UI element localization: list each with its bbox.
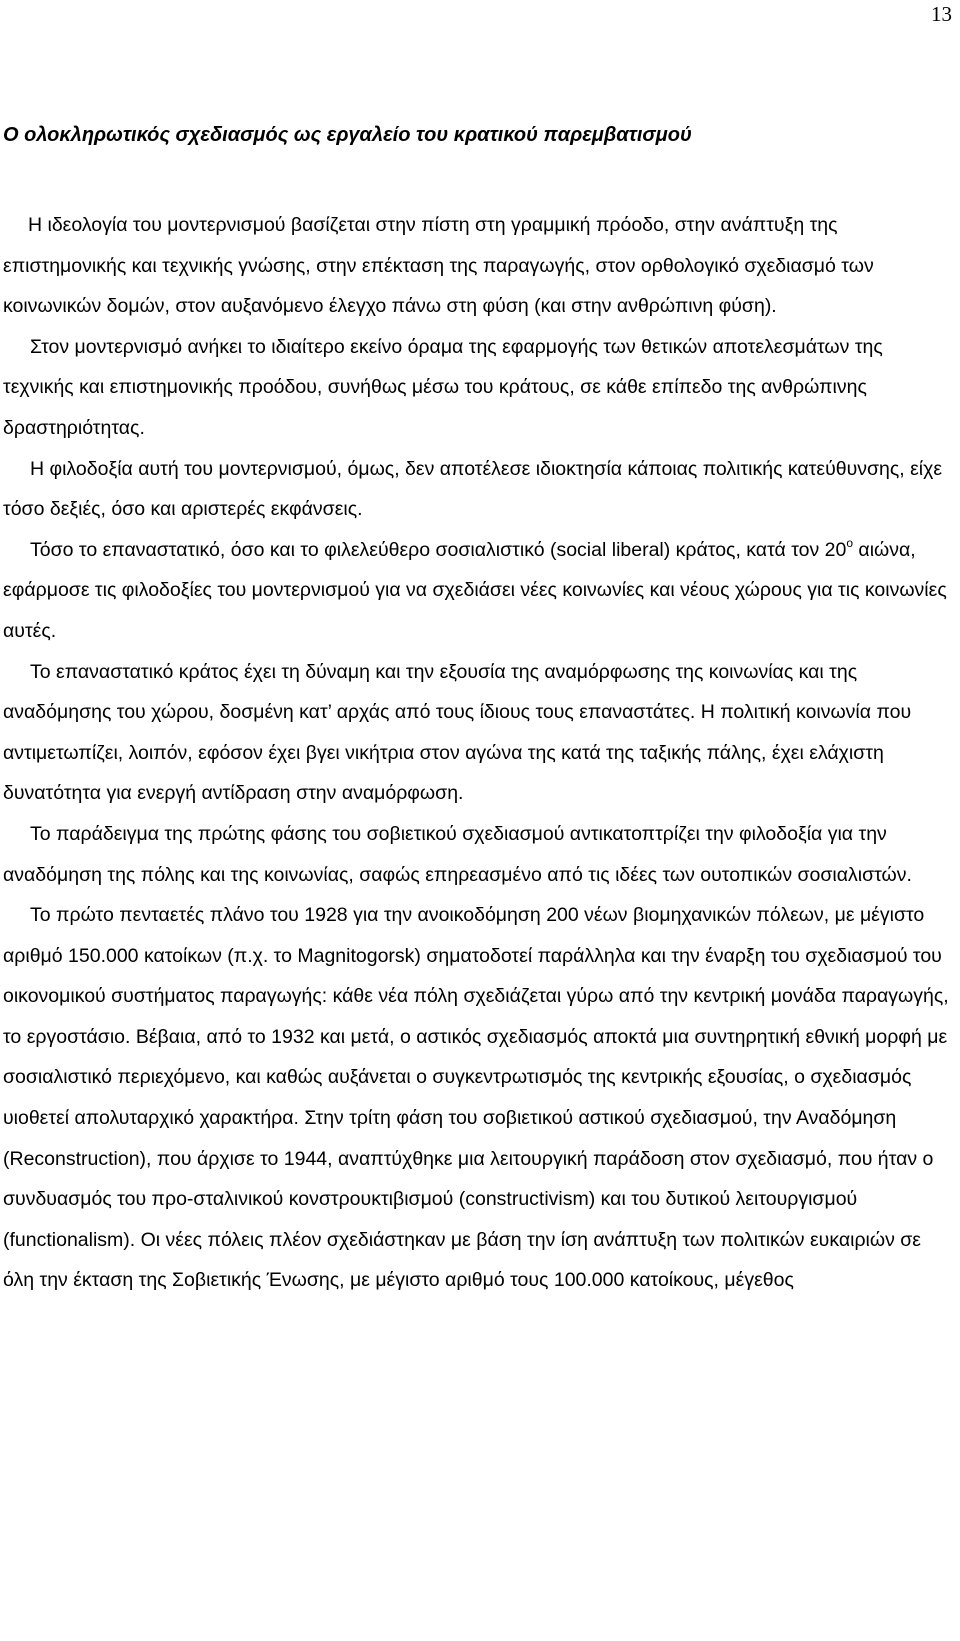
paragraph-4-text-end: αιώνα, εφάρμοσε τις φιλοδοξίες του μοντερνισμού για να σχεδιάσει νέες κοινωνίες και νέους χώρους για τις κοινωνίες αυτές. <box>3 538 947 642</box>
paragraph-modernism-ambition: Η φιλοδοξία αυτή του μοντερνισμού, όμως, δεν αποτέλεσε ιδιοκτησία κάποιας πολιτικής κατεύθυνσης, είχε τόσο δεξιές, όσο και αριστερές εκφάνσεις. <box>3 457 943 521</box>
paragraph-modernism-ideology: Η ιδεολογία του μοντερνισμού βασίζεται στην πίστη στη γραμμική πρόοδο, στην ανάπτυξη της επιστημονικής και τεχνικής γνώσης, στην επέκταση της παραγωγής, στον ορθολογικό σχεδιασμό των κοινωνικών δομών, στον αυξανόμενο έλεγχο πάνω στη φύση (και στην ανθρώπινη φύση). <box>3 214 874 318</box>
paragraph-4-text-start: Τόσο το επαναστατικό, όσο και το φιλελεύθερο σοσιαλιστικό (social liberal) κράτος, κατά τον 20 <box>30 538 847 561</box>
ordinal-superscript: ο <box>846 535 854 550</box>
page-number: 13 <box>931 2 952 26</box>
body-text <box>3 205 953 1301</box>
paragraph-state-power: Το επαναστατικό κράτος έχει τη δύναμη και την εξουσία της αναμόρφωσης της κοινωνίας και της αναδόμησης του χώρου, δοσμένη κατ’ αρχάς από τους ίδιους τους επαναστάτες. Η πολιτική κοινωνία που αντιμετωπίζει, λοιπόν, εφόσον έχει βγει νικήτρια στον αγώνα της κατά της ταξικής πάλης, έχει ελάχιστη δυνατότητα για ενεργή αντίδραση στην αναμόρφωση. <box>3 660 912 805</box>
paragraph-revolutionary-state <box>3 530 953 652</box>
paragraph-modernism-vision: Στον μοντερνισμό ανήκει το ιδιαίτερο εκείνο όραμα της εφαρμογής των θετικών αποτελεσμάτων της τεχνικής και επιστημονικής προόδου, συνήθως μέσω του κράτους, σε κάθε επίπεδο της ανθρώπινης δραστηριότητας. <box>3 335 883 439</box>
paragraph-five-year-plan: Το πρώτο πενταετές πλάνο του 1928 για την ανοικοδόμηση 200 νέων βιομηχανικών πόλεων, με μέγιστο αριθμό 150.000 κατοίκων (π.χ. το Magnitogorsk) σηματοδοτεί παράλληλα και την έναρξη του σχεδιασμού του οικονομικού συστήματος παραγωγής: κάθε νέα πόλη σχεδιάζεται γύρω από την κεντρική μονάδα παραγωγής, το εργοστάσιο. Βέβαια, από το 1932 και μετά, ο αστικός σχεδιασμός αποκτά μια συντηρητική εθνική μορφή με σοσιαλιστικό περιεχόμενο, και καθώς αυξάνεται ο συγκεντρωτισμός της κεντρικής εξουσίας, ο σχεδιασμός υιοθετεί απολυταρχικό χαρακτήρα. Στην τρίτη φάση του σοβιετικού αστικού σχεδιασμού, την Αναδόμηση (Reconstruction), που άρχισε το 1944, αναπτύχθηκε μια λειτουργική παράδοση στον σχεδιασμό, που ήταν ο συνδυασμός του προ-σταλινικού κονστρουκτιβισμού (constructivism) και του δυτικού λειτουργισμού (functionalism). Οι νέες πόλεις πλέον σχεδιάστηκαν με βάση την ίση ανάπτυξη των πολιτικών ευκαιριών σε όλη την έκταση της Σοβιετικής Ένωσης, με μέγιστο αριθμό τους 100.000 κατοίκους, μέγεθος <box>3 904 949 1292</box>
paragraph-soviet-planning-example: Το παράδειγμα της πρώτης φάσης του σοβιετικού σχεδιασμού αντικατοπτρίζει την φιλοδοξία για την αναδόμηση της πόλης και της κοινωνίας, σαφώς επηρεασμένο από τις ιδέες των ουτοπικών σοσιαλιστών. <box>3 822 912 886</box>
section-heading: Ο ολοκληρωτικός σχεδιασμός ως εργαλείο του κρατικού παρεμβατισμού <box>3 124 692 146</box>
